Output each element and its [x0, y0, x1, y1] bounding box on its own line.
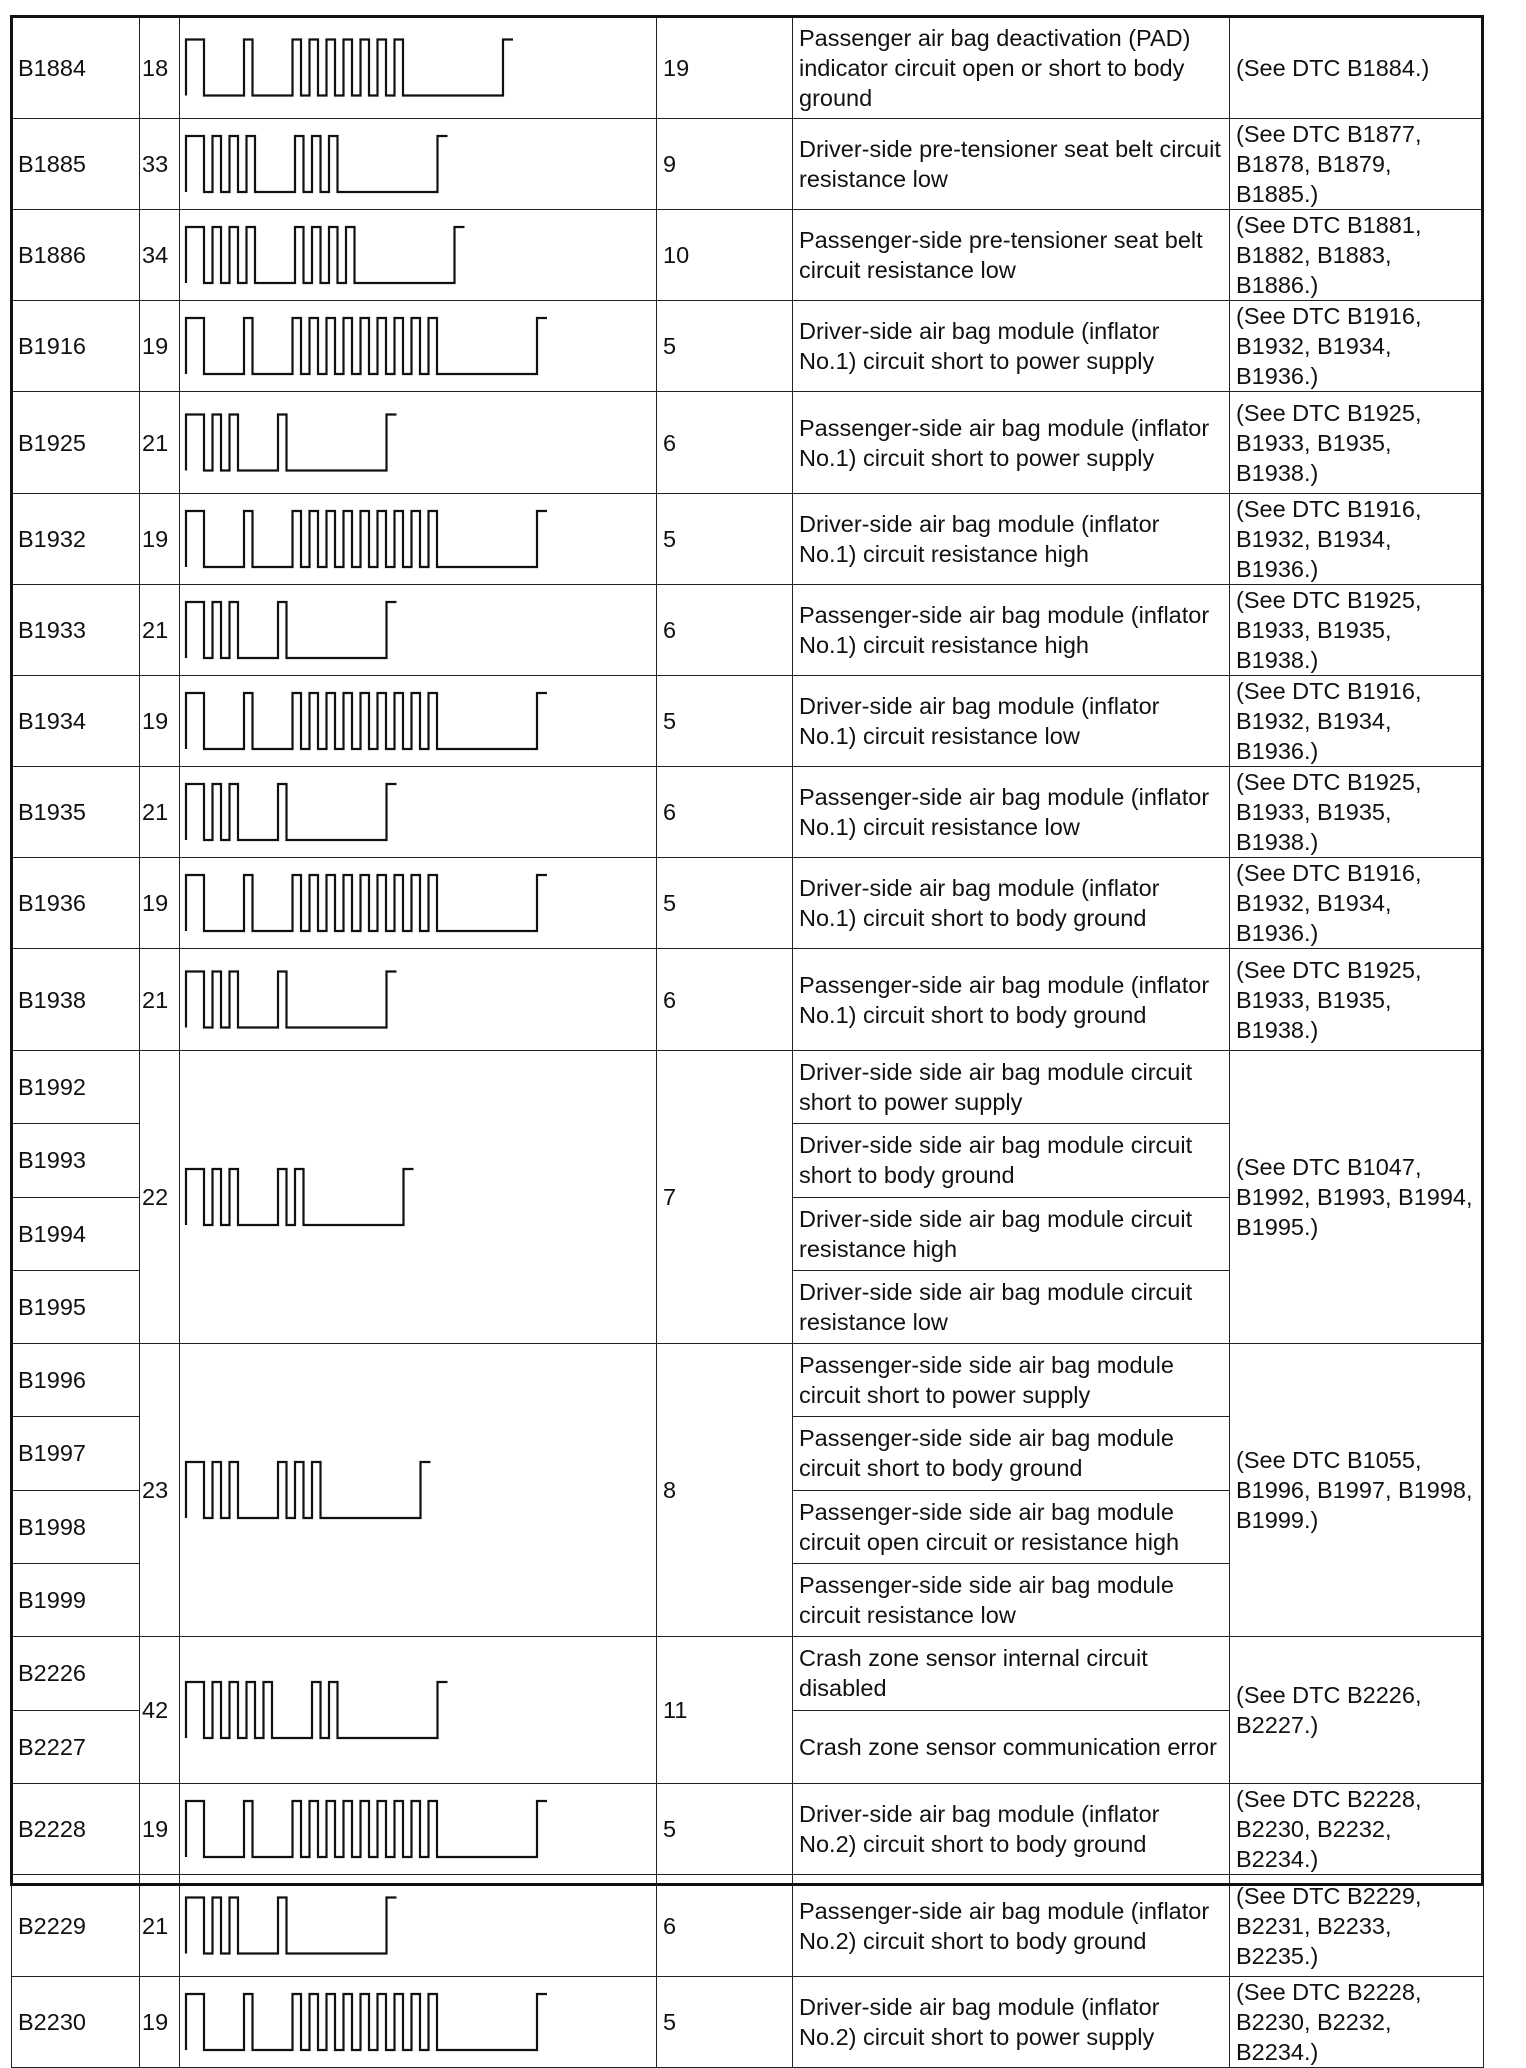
dtc-code: B1996 — [12, 1344, 140, 1417]
dtc-reference: (See DTC B1916, B1932, B1934, B1936.) — [1230, 301, 1484, 392]
flash-pattern-cell — [180, 676, 657, 767]
flash-count: 19 — [140, 858, 180, 949]
dtc-description: Passenger-side side air bag module circuit open circuit or resistance high — [793, 1490, 1230, 1563]
dtc-description: Driver-side pre-tensioner seat belt circuit resistance low — [793, 119, 1230, 210]
table-row — [12, 1051, 1484, 1124]
dtc-reference: (See DTC B2229, B2231, B2233, B2235.) — [1230, 1875, 1484, 1977]
dtc-reference: (See DTC B1925, B1933, B1935, B1938.) — [1230, 949, 1484, 1051]
dtc-description: Crash zone sensor internal circuit disabled — [793, 1637, 1230, 1711]
flash-pattern-waveform — [180, 1792, 657, 1866]
dtc-code: B1886 — [12, 210, 140, 301]
dtc-code: B1936 — [12, 858, 140, 949]
table-row — [12, 1977, 1484, 2068]
mil-flash-code: 9 — [657, 119, 793, 210]
flash-pattern-cell — [180, 949, 657, 1051]
flash-pattern-cell — [180, 1875, 657, 1977]
dtc-description: Driver-side air bag module (inflator No.2) circuit short to power supply — [793, 1977, 1230, 2068]
dtc-code: B1884 — [12, 17, 140, 119]
flash-pattern-cell — [180, 1637, 657, 1784]
flash-count: 42 — [140, 1637, 180, 1784]
table-row — [12, 301, 1484, 392]
dtc-description: Crash zone sensor communication error — [793, 1710, 1230, 1784]
flash-pattern-cell — [180, 1344, 657, 1637]
flash-pulse-train — [186, 318, 547, 374]
dtc-description: Passenger-side air bag module (inflator No.1) circuit short to body ground — [793, 949, 1230, 1051]
dtc-code: B1935 — [12, 767, 140, 858]
table-row — [12, 1784, 1484, 1875]
flash-count: 34 — [140, 210, 180, 301]
dtc-code: B1925 — [12, 392, 140, 494]
dtc-code: B1992 — [12, 1051, 140, 1124]
flash-pulse-train — [186, 1898, 397, 1954]
mil-flash-code: 5 — [657, 858, 793, 949]
flash-count: 19 — [140, 301, 180, 392]
dtc-reference: (See DTC B1925, B1933, B1935, B1938.) — [1230, 585, 1484, 676]
table-row — [12, 858, 1484, 949]
table-row — [12, 17, 1484, 119]
mil-flash-code: 5 — [657, 301, 793, 392]
flash-pulse-train — [186, 784, 397, 840]
flash-pattern-cell — [180, 1977, 657, 2068]
dtc-description: Driver-side air bag module (inflator No.1) circuit resistance high — [793, 494, 1230, 585]
flash-pattern-cell — [180, 1051, 657, 1344]
dtc-table — [11, 16, 1484, 2068]
dtc-reference: (See DTC B1884.) — [1230, 17, 1484, 119]
dtc-code: B1998 — [12, 1490, 140, 1563]
flash-pulse-train — [186, 972, 397, 1028]
flash-pattern-cell — [180, 119, 657, 210]
flash-count: 18 — [140, 17, 180, 119]
dtc-reference: (See DTC B1916, B1932, B1934, B1936.) — [1230, 494, 1484, 585]
flash-pulse-train — [186, 40, 513, 96]
flash-pattern-cell — [180, 301, 657, 392]
flash-pulse-train — [186, 511, 547, 567]
flash-pulse-train — [186, 1801, 547, 1857]
flash-pulse-train — [186, 227, 465, 283]
dtc-description: Passenger-side air bag module (inflator No.1) circuit resistance high — [793, 585, 1230, 676]
mil-flash-code: 11 — [657, 1637, 793, 1784]
flash-count: 33 — [140, 119, 180, 210]
dtc-table-body — [12, 17, 1484, 2068]
mil-flash-code: 8 — [657, 1344, 793, 1637]
flash-count: 21 — [140, 392, 180, 494]
flash-count: 19 — [140, 1784, 180, 1875]
flash-count: 21 — [140, 767, 180, 858]
table-row — [12, 585, 1484, 676]
dtc-code: B2226 — [12, 1637, 140, 1711]
dtc-reference: (See DTC B1055, B1996, B1997, B1998, B1999.) — [1230, 1344, 1484, 1637]
flash-pulse-train — [186, 602, 397, 658]
flash-count: 19 — [140, 1977, 180, 2068]
dtc-description: Passenger air bag deactivation (PAD) indicator circuit open or short to body ground — [793, 17, 1230, 119]
flash-pattern-waveform — [180, 684, 657, 758]
dtc-code: B1932 — [12, 494, 140, 585]
flash-pattern-waveform — [180, 127, 657, 201]
dtc-description: Passenger-side air bag module (inflator No.1) circuit resistance low — [793, 767, 1230, 858]
table-row — [12, 949, 1484, 1051]
dtc-code: B1934 — [12, 676, 140, 767]
mil-flash-code: 6 — [657, 1875, 793, 1977]
dtc-reference: (See DTC B1047, B1992, B1993, B1994, B1995.) — [1230, 1051, 1484, 1344]
flash-count: 21 — [140, 585, 180, 676]
flash-pattern-waveform — [180, 502, 657, 576]
dtc-description: Passenger-side air bag module (inflator No.2) circuit short to body ground — [793, 1875, 1230, 1977]
dtc-reference: (See DTC B1925, B1933, B1935, B1938.) — [1230, 767, 1484, 858]
flash-pattern-waveform — [180, 1875, 657, 1976]
dtc-reference: (See DTC B1925, B1933, B1935, B1938.) — [1230, 392, 1484, 494]
table-row — [12, 119, 1484, 210]
dtc-code: B1999 — [12, 1563, 140, 1636]
flash-pulse-train — [186, 415, 397, 471]
mil-flash-code: 19 — [657, 17, 793, 119]
flash-pattern-cell — [180, 210, 657, 301]
table-row — [12, 1875, 1484, 1977]
dtc-code: B2227 — [12, 1710, 140, 1784]
flash-pulse-train — [186, 1169, 414, 1225]
dtc-description: Driver-side air bag module (inflator No.2) circuit short to body ground — [793, 1784, 1230, 1875]
mil-flash-code: 10 — [657, 210, 793, 301]
flash-pattern-cell — [180, 1784, 657, 1875]
flash-pulse-train — [186, 1682, 448, 1738]
flash-pattern-cell — [180, 585, 657, 676]
flash-pattern-waveform — [180, 593, 657, 667]
flash-pattern-waveform — [180, 1051, 657, 1343]
flash-pattern-cell — [180, 858, 657, 949]
dtc-reference: (See DTC B2228, B2230, B2232, B2234.) — [1230, 1977, 1484, 2068]
table-row — [12, 494, 1484, 585]
mil-flash-code: 5 — [657, 676, 793, 767]
dtc-description: Driver-side air bag module (inflator No.1) circuit short to body ground — [793, 858, 1230, 949]
flash-pattern-waveform — [180, 1344, 657, 1636]
dtc-code: B1933 — [12, 585, 140, 676]
flash-count: 21 — [140, 949, 180, 1051]
dtc-description: Passenger-side pre-tensioner seat belt circuit resistance low — [793, 210, 1230, 301]
dtc-reference: (See DTC B2226, B2227.) — [1230, 1637, 1484, 1784]
table-row — [12, 1637, 1484, 1711]
dtc-description: Passenger-side side air bag module circuit short to power supply — [793, 1344, 1230, 1417]
dtc-code: B1916 — [12, 301, 140, 392]
dtc-code: B1993 — [12, 1124, 140, 1197]
mil-flash-code: 5 — [657, 494, 793, 585]
mil-flash-code: 6 — [657, 392, 793, 494]
flash-pattern-waveform — [180, 866, 657, 940]
mil-flash-code: 6 — [657, 585, 793, 676]
dtc-description: Passenger-side air bag module (inflator No.1) circuit short to power supply — [793, 392, 1230, 494]
flash-pattern-waveform — [180, 218, 657, 292]
flash-pattern-cell — [180, 17, 657, 119]
flash-count: 21 — [140, 1875, 180, 1977]
dtc-description: Driver-side side air bag module circuit short to body ground — [793, 1124, 1230, 1197]
dtc-reference: (See DTC B1881, B1882, B1883, B1886.) — [1230, 210, 1484, 301]
dtc-description: Driver-side side air bag module circuit resistance high — [793, 1197, 1230, 1270]
dtc-reference: (See DTC B1916, B1932, B1934, B1936.) — [1230, 858, 1484, 949]
flash-pulse-train — [186, 1994, 547, 2050]
flash-pulse-train — [186, 693, 547, 749]
table-row — [12, 767, 1484, 858]
dtc-code: B1995 — [12, 1270, 140, 1343]
flash-pattern-cell — [180, 392, 657, 494]
mil-flash-code: 5 — [657, 1784, 793, 1875]
flash-pulse-train — [186, 136, 448, 192]
flash-pattern-waveform — [180, 17, 657, 118]
dtc-code: B1938 — [12, 949, 140, 1051]
flash-count: 19 — [140, 494, 180, 585]
dtc-description: Driver-side side air bag module circuit short to power supply — [793, 1051, 1230, 1124]
mil-flash-code: 6 — [657, 949, 793, 1051]
dtc-code: B2228 — [12, 1784, 140, 1875]
dtc-code: B1885 — [12, 119, 140, 210]
table-row — [12, 210, 1484, 301]
dtc-reference: (See DTC B2228, B2230, B2232, B2234.) — [1230, 1784, 1484, 1875]
table-row — [12, 392, 1484, 494]
flash-pattern-waveform — [180, 775, 657, 849]
dtc-code: B1997 — [12, 1417, 140, 1490]
flash-pattern-waveform — [180, 1985, 657, 2059]
dtc-description: Driver-side air bag module (inflator No.1) circuit resistance low — [793, 676, 1230, 767]
flash-count: 22 — [140, 1051, 180, 1344]
dtc-reference: (See DTC B1916, B1932, B1934, B1936.) — [1230, 676, 1484, 767]
dtc-description: Passenger-side side air bag module circuit short to body ground — [793, 1417, 1230, 1490]
table-row — [12, 676, 1484, 767]
dtc-description: Driver-side air bag module (inflator No.1) circuit short to power supply — [793, 301, 1230, 392]
flash-count: 23 — [140, 1344, 180, 1637]
dtc-code: B1994 — [12, 1197, 140, 1270]
flash-pattern-cell — [180, 767, 657, 858]
flash-count: 19 — [140, 676, 180, 767]
dtc-description: Passenger-side side air bag module circuit resistance low — [793, 1563, 1230, 1636]
flash-pattern-waveform — [180, 309, 657, 383]
mil-flash-code: 6 — [657, 767, 793, 858]
table-row — [12, 1344, 1484, 1417]
mil-flash-code: 5 — [657, 1977, 793, 2068]
dtc-code: B2230 — [12, 1977, 140, 2068]
flash-pattern-cell — [180, 494, 657, 585]
dtc-reference: (See DTC B1877, B1878, B1879, B1885.) — [1230, 119, 1484, 210]
dtc-code: B2229 — [12, 1875, 140, 1977]
flash-pulse-train — [186, 875, 547, 931]
flash-pattern-waveform — [180, 1637, 657, 1783]
mil-flash-code: 7 — [657, 1051, 793, 1344]
flash-pattern-waveform — [180, 949, 657, 1050]
flash-pulse-train — [186, 1462, 431, 1518]
flash-pattern-waveform — [180, 392, 657, 493]
dtc-description: Driver-side side air bag module circuit resistance low — [793, 1270, 1230, 1343]
